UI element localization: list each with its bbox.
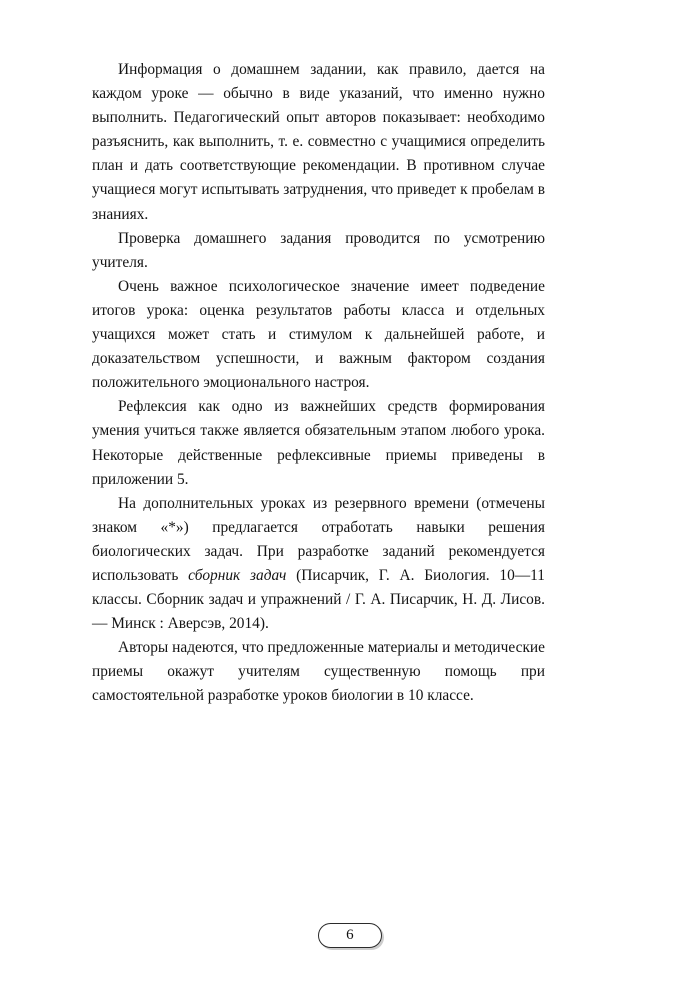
citation-title-emphasis: сборник задач [188,566,287,584]
additional-lessons-citation: (Писарчик, Г. А. Биология. 10—11 классы. Сборник задач и упражнений / Г. А. Писарчик, Н. Д. Лисов. — Минск : Аверсэв, 2014). [92,566,545,633]
paragraph-homework-check: Проверка домашнего задания проводится по усмотрению учителя. [92,229,545,271]
page-footer [0,923,700,948]
additional-lessons-text-lead: На дополнительных уроках из резервного времени (отмечены знаком «*») предлагается отработать навыки решения биологических задач. При разработке заданий рекомендуется использовать [92,494,545,584]
paragraph-psychological-value: Очень важное психологическое значение имеет подведение итогов урока: оценка результатов работы класса и отдельных учащихся может стать и стимулом к дальнейшей работе, и доказательством успешности, и важным фактором создания положительного эмоционального настроя. [92,277,545,392]
paragraph-additional-lessons [92,492,545,637]
page-number-badge: 6 [318,923,382,948]
page-text-block [92,58,545,709]
paragraph-reflection: Рефлексия как одно из важнейших средств формирования умения учиться также является обязательным этапом любого урока. Некоторые действенные рефлексивные приемы приведены в приложении 5. [92,398,545,488]
paragraph-authors-hope: Авторы надеются, что предложенные материалы и методические приемы окажут учителям существенную помощь при самостоятельной разработке уроков биологии в 10 классе. [92,639,545,705]
paragraph-homework-info: Информация о домашнем задании, как правило, дается на каждом уроке — обычно в виде указаний, что именно нужно выполнить. Педагогический опыт авторов показывает: необходимо разъяснить, как выполнить, т. е. совместно с учащимися определить план и дать соответствующие рекомендации. В противном случае учащиеся могут испытывать затруднения, что приведет к пробелам в знаниях. [92,61,545,223]
